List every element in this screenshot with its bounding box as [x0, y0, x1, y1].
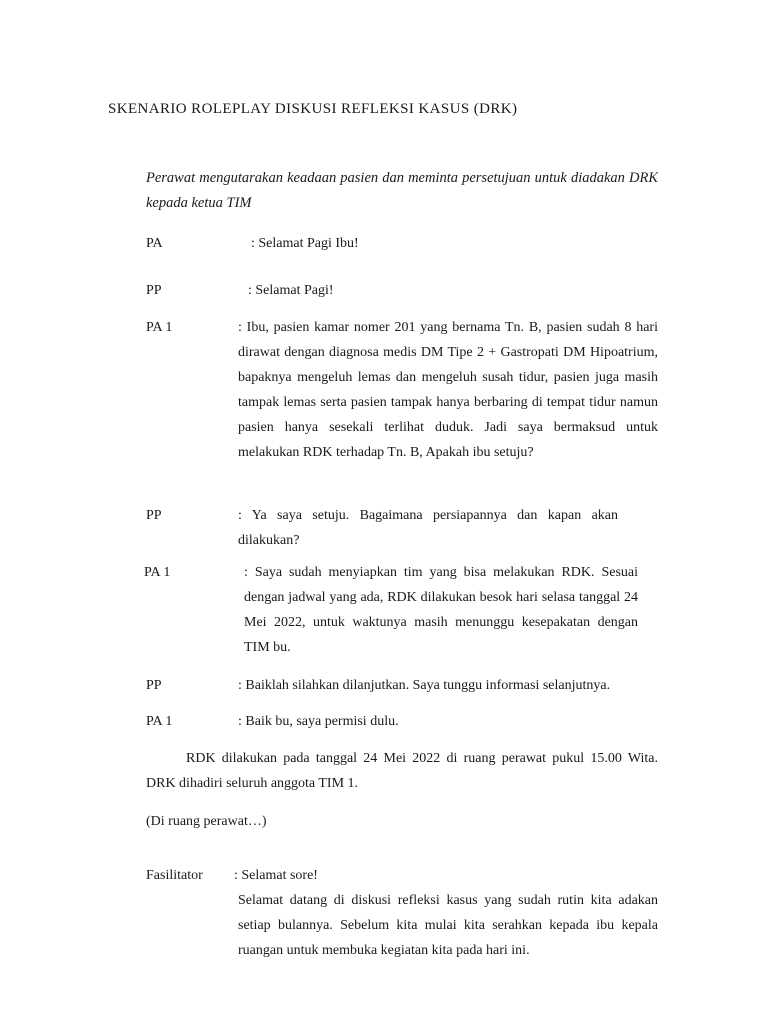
speaker-label: PA 1 [146, 320, 173, 335]
narration-paragraph: RDK dilakukan pada tanggal 24 Mei 2022 di ruang perawat pukul 15.00 Wita. DRK dihadiri seluruh anggota TIM 1. [146, 751, 658, 791]
speaker-label: PA 1 [146, 714, 173, 729]
speaker-label: PP [146, 508, 162, 523]
dialog-text: : Ibu, pasien kamar nomer 201 yang bernama Tn. B, pasien sudah 8 hari dirawat dengan diagnosa medis DM Tipe 2 + Gastropati DM Hipoatrium, bapaknya mengeluh lemas dan mengeluh susah tidur, pasien juga masih tampak lemas serta pasien tampak hanya berbaring di tempat tidur namun pasien hanya sesekali terlihat duduk. Jadi saya bermaksud untuk melakukan RDK terhadap Tn. B, Apakah ibu setuju? [238, 320, 658, 460]
dialog-text: : Saya sudah menyiapkan tim yang bisa melakukan RDK. Sesuai dengan jadwal yang ada, RDK dilakukan besok hari selasa tanggal 24 Mei 2022, untuk waktunya masih menunggu kesepakatan dengan TIM bu. [244, 565, 638, 655]
speaker-label: PA [146, 236, 163, 251]
speaker-label: PA 1 [144, 565, 171, 580]
speaker-label: PP [146, 283, 162, 298]
dialog-text: : Selamat Pagi Ibu! [251, 236, 359, 251]
document-title: SKENARIO ROLEPLAY DISKUSI REFLEKSI KASUS (DRK) [108, 101, 518, 117]
scene-note: (Di ruang perawat…) [146, 814, 267, 829]
dialog-text: : Selamat Pagi! [248, 283, 334, 298]
speaker-label: Fasilitator [146, 868, 203, 883]
dialog-text: : Ya saya setuju. Bagaimana persiapannya dan kapan akan dilakukan? [238, 508, 618, 548]
facilitator-text: Selamat datang di diskusi refleksi kasus yang sudah rutin kita adakan setiap bulannya. Sebelum kita mulai kita serahkan kepada ibu kepala ruangan untuk membuka kegiatan kita pada hari ini. [238, 893, 658, 958]
facilitator-greeting: : Selamat sore! [234, 868, 318, 883]
speaker-label: PP [146, 678, 162, 693]
dialog-text: : Baik bu, saya permisi dulu. [238, 714, 399, 729]
dialog-text: : Baiklah silahkan dilanjutkan. Saya tunggu informasi selanjutnya. [238, 678, 611, 693]
intro-paragraph: Perawat mengutarakan keadaan pasien dan meminta persetujuan untuk diadakan DRK kepada ketua TIM [146, 170, 658, 211]
